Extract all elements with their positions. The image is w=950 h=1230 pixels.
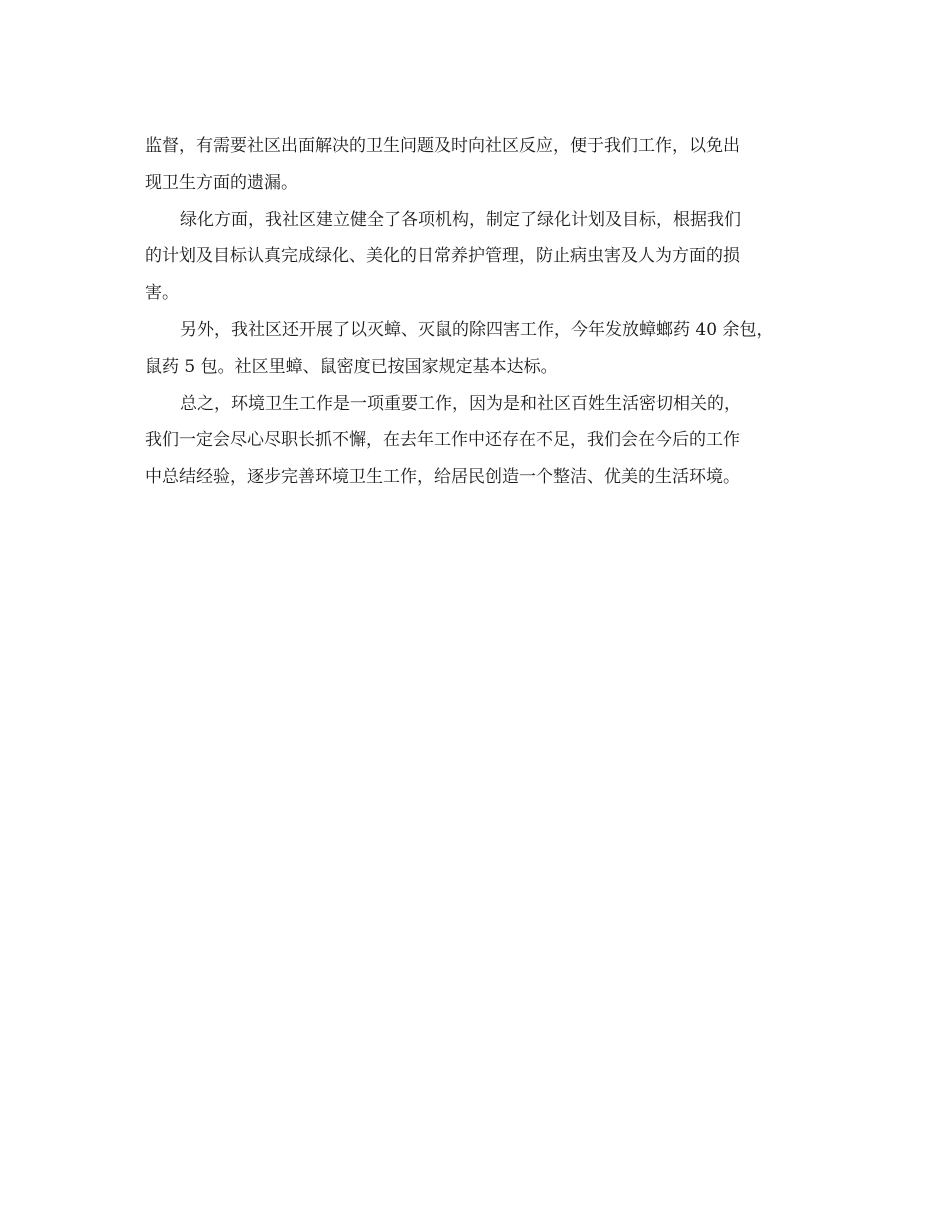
text-line: 监督，有需要社区出面解决的卫生问题及时向社区反应，便于我们工作，以免出	[145, 136, 740, 156]
text-line: 绿化方面，我社区建立健全了各项机构，制定了绿化计划及目标，根据我们	[180, 209, 741, 230]
text-line: 中总结经验，逐步完善环境卫生工作，给居民创造一个整洁、优美的生活环境。	[145, 467, 740, 488]
text-line: 总之，环境卫生工作是一项重要工作，因为是和社区百姓生活密切相关的，	[180, 393, 741, 414]
paragraph-greening	[145, 202, 805, 312]
text-line: 鼠药 5 包。社区里蟑、鼠密度已按国家规定基本达标。	[145, 356, 558, 377]
document-body	[145, 128, 805, 496]
text-line: 现卫生方面的遗漏。	[145, 172, 298, 193]
paragraph-summary	[145, 386, 805, 496]
text-line: 另外，我社区还开展了以灭蟑、灭鼠的除四害工作，今年发放蟑螂药 40 余包，	[180, 319, 774, 340]
text-line: 害。	[145, 283, 179, 304]
text-line: 的计划及目标认真完成绿化、美化的日常养护管理，防止病虫害及人为方面的损	[145, 246, 740, 267]
paragraph-continuation	[145, 128, 805, 202]
paragraph-pest-control	[145, 312, 805, 386]
text-line: 我们一定会尽心尽职长抓不懈，在去年工作中还存在不足，我们会在今后的工作	[145, 430, 740, 451]
